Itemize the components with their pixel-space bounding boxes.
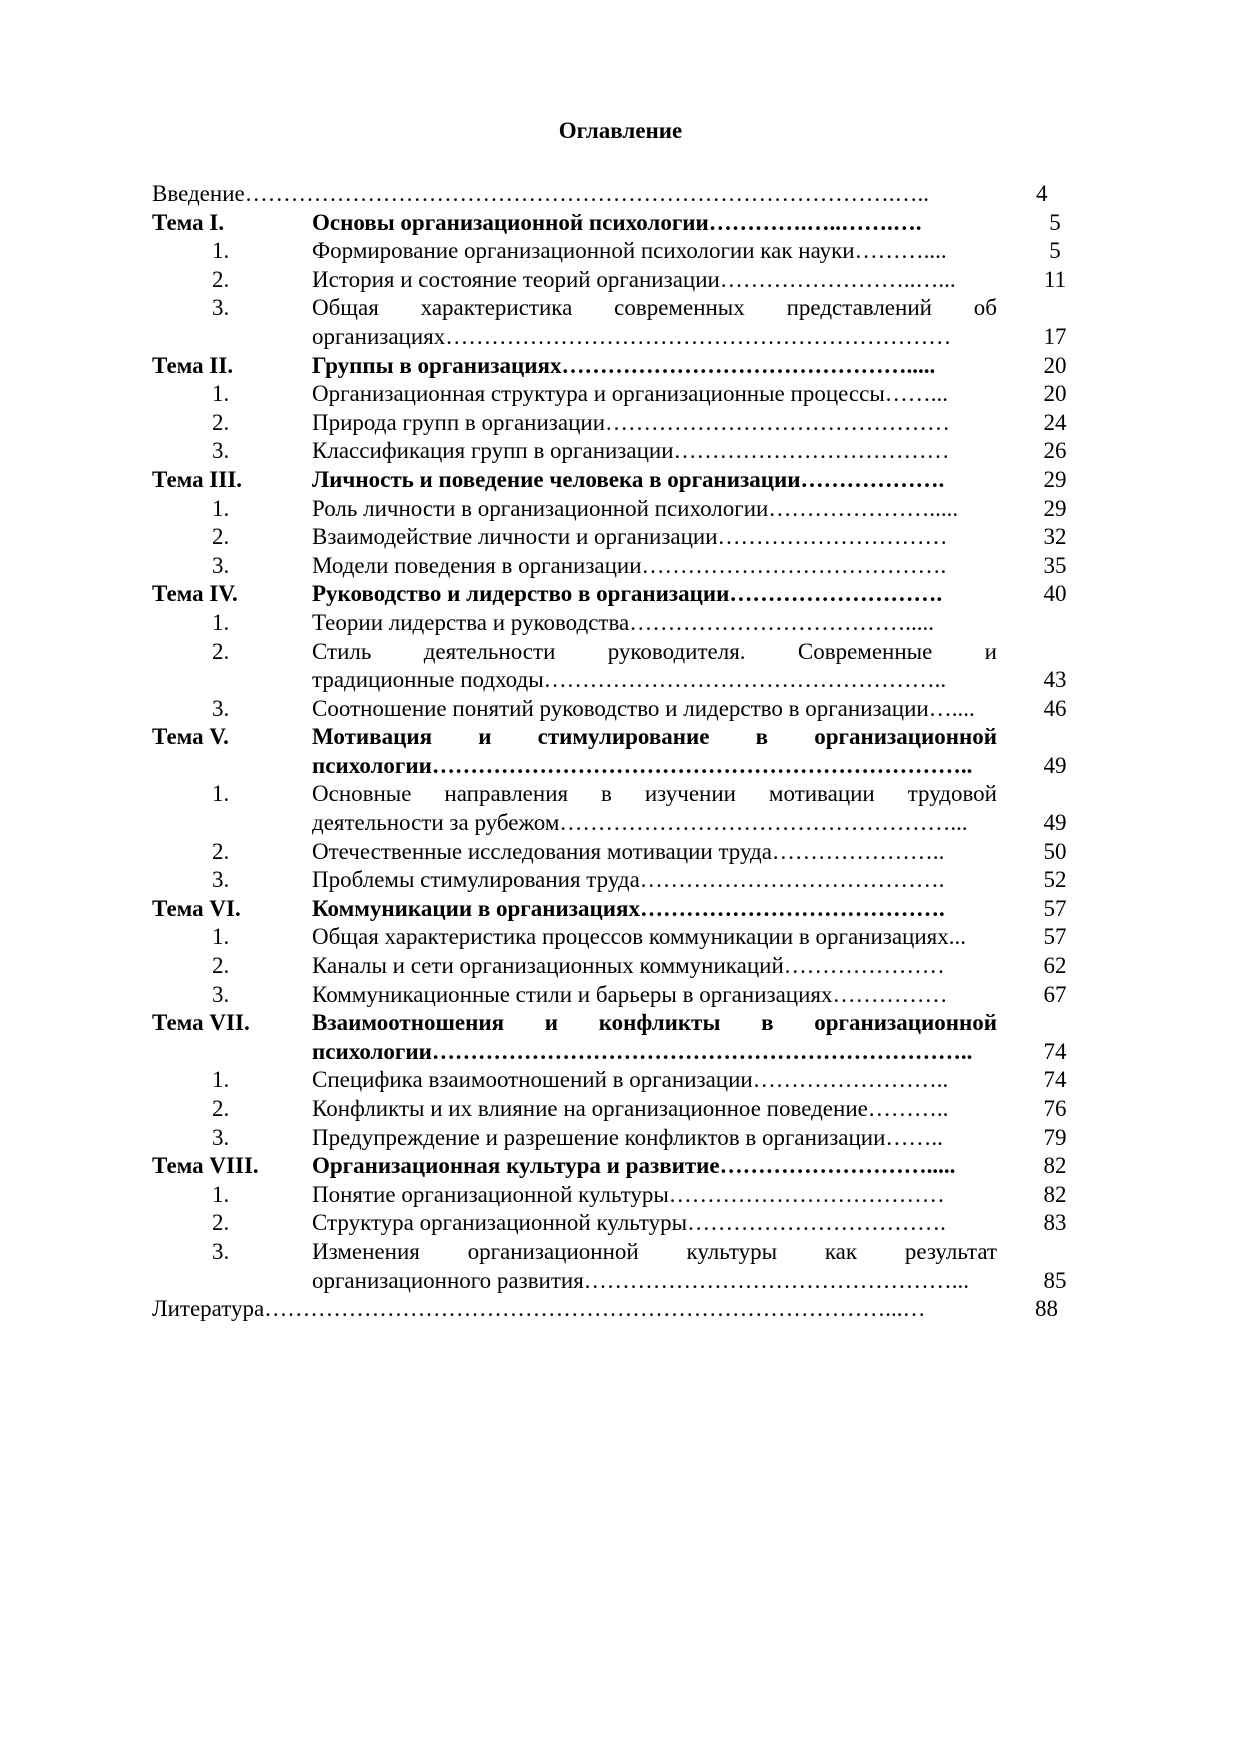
toc-item-number: 3. <box>212 295 230 321</box>
toc-item-number: 2. <box>212 266 230 292</box>
toc-item-title: Стиль деятельности руководителя. Современные и <box>312 638 997 664</box>
toc-item-title: Формирование организационной психологии как науки……….... <box>312 238 947 264</box>
toc-topic-label: Тема I. <box>152 209 225 235</box>
toc-item[interactable] <box>152 780 1082 809</box>
toc-page-number: 82 <box>1043 1153 1067 1179</box>
toc-item[interactable] <box>152 552 1082 581</box>
toc-item-title: Отечественные исследования мотивации труда………………….. <box>312 838 945 864</box>
toc-page-number: 20 <box>1043 352 1067 378</box>
toc-page-number: 11 <box>1043 266 1067 292</box>
toc-topic-label: Тема VII. <box>152 1010 250 1036</box>
toc-item-number: 3. <box>212 867 230 893</box>
toc-topic-title: психологии…………………………………………………………….. <box>312 1038 973 1064</box>
toc-topic-label: Тема III. <box>152 466 243 492</box>
toc-page-number: 67 <box>1043 981 1067 1007</box>
toc-page-number: 43 <box>1043 667 1067 693</box>
toc-page-number: 76 <box>1043 1096 1067 1121</box>
toc-item-title: История и состояние теорий организации……………………..…... <box>312 266 956 292</box>
toc-intro-text: Введение………………………………………………………………………….….. <box>152 181 929 206</box>
toc-item-title: Общая характеристика процессов коммуникации в организациях... <box>312 924 967 950</box>
toc-item-number: 2. <box>212 1096 230 1121</box>
toc-item[interactable] <box>152 923 1082 952</box>
toc-item[interactable] <box>152 952 1082 981</box>
toc-item[interactable] <box>152 981 1082 1010</box>
toc-topic-5[interactable] <box>152 723 1082 752</box>
toc-item-number: 2. <box>212 409 230 435</box>
toc-topic-title: Организационная культура и развитие………………………..... <box>312 1153 956 1179</box>
toc-item-number: 3. <box>212 695 230 721</box>
toc-item-title: деятельности за рубежом……………………………………………... <box>312 810 968 836</box>
toc-item[interactable] <box>152 409 1082 438</box>
toc-item-title: Основные направления в изучении мотивации трудовой <box>312 781 997 807</box>
toc-page-number <box>1028 609 1082 638</box>
toc-page-number: 62 <box>1043 953 1067 979</box>
toc-page-number: 26 <box>1043 438 1067 464</box>
toc-topic-6[interactable] <box>152 895 1082 924</box>
toc-page-number: 52 <box>1043 867 1067 893</box>
toc-page-number: 85 <box>1043 1267 1067 1293</box>
toc-item[interactable] <box>152 1181 1082 1210</box>
toc-page-number: 50 <box>1043 838 1067 864</box>
toc-item[interactable] <box>152 1238 1082 1267</box>
toc-item-number: 2. <box>212 838 230 864</box>
toc-topic-3[interactable] <box>152 466 1082 495</box>
toc-item-title: Соотношение понятий руководство и лидерство в организации….... <box>312 695 975 721</box>
toc-item-number: 1. <box>212 1181 230 1207</box>
toc-literature[interactable] <box>152 1295 1082 1324</box>
table-of-contents <box>152 180 1082 1324</box>
toc-topic-1[interactable] <box>152 209 1082 238</box>
toc-topic-label: Тема II. <box>152 352 234 378</box>
toc-item[interactable] <box>152 866 1082 895</box>
toc-item-title: Роль личности в организационной психологии…………………..... <box>312 495 959 521</box>
toc-topic-continuation[interactable] <box>152 1038 1082 1067</box>
toc-page-number: 49 <box>1043 752 1067 778</box>
toc-item-title: Каналы и сети организационных коммуникаций………………… <box>312 953 945 979</box>
toc-topic-2[interactable] <box>152 352 1082 381</box>
toc-topic-title: Группы в организациях………………………………………..... <box>312 352 936 378</box>
toc-topic-label: Тема VI. <box>152 895 241 921</box>
toc-item-number: 1. <box>212 924 230 950</box>
toc-topic-4[interactable] <box>152 580 1082 609</box>
toc-item-number: 1. <box>212 609 230 635</box>
toc-page-number: 29 <box>1043 466 1067 492</box>
toc-item-number: 3. <box>212 981 230 1007</box>
toc-item-number: 1. <box>212 238 230 264</box>
toc-page-number: 5 <box>1049 209 1061 235</box>
toc-item-number: 2. <box>212 1210 230 1236</box>
toc-topic-label: Тема VIII. <box>152 1153 259 1179</box>
toc-item-title: Структура организационной культуры……………………………. <box>312 1210 946 1236</box>
toc-item-number: 3. <box>212 1124 230 1150</box>
toc-item[interactable] <box>152 523 1082 552</box>
toc-item[interactable] <box>152 1209 1082 1238</box>
toc-page-number: 88 <box>1035 1296 1058 1322</box>
toc-item[interactable] <box>152 838 1082 867</box>
toc-item-number: 2. <box>212 638 230 664</box>
toc-page-number: 46 <box>1043 695 1067 721</box>
toc-page-number: 5 <box>1049 238 1061 264</box>
toc-item-title: Конфликты и их влияние на организационное поведение……….. <box>312 1096 949 1121</box>
toc-topic-title: Личность и поведение человека в организации………………. <box>312 466 945 492</box>
toc-page-number: 49 <box>1043 810 1067 836</box>
toc-page-number: 20 <box>1043 381 1067 407</box>
toc-item-continuation[interactable] <box>152 809 1082 838</box>
toc-item-number: 1. <box>212 495 230 521</box>
toc-item[interactable] <box>152 294 1082 323</box>
toc-topic-8[interactable] <box>152 1152 1082 1181</box>
toc-page-number: 79 <box>1043 1124 1067 1150</box>
toc-item-number: 2. <box>212 524 230 550</box>
toc-item[interactable] <box>152 266 1082 295</box>
toc-item-title: Проблемы стимулирования труда…………………………………. <box>312 867 945 893</box>
toc-topic-title: Мотивация и стимулирование в организационной <box>312 724 997 750</box>
toc-intro[interactable] <box>152 180 1082 209</box>
toc-item-title: Взаимодействие личности и организации………………………… <box>312 524 948 550</box>
toc-item[interactable] <box>152 1066 1082 1095</box>
toc-item-title: Классификация групп в организации……………………………… <box>312 438 950 464</box>
toc-page-number: 32 <box>1043 524 1067 550</box>
toc-page-number: 83 <box>1043 1210 1067 1236</box>
toc-page-number: 17 <box>1043 323 1067 349</box>
toc-item-title: Специфика взаимоотношений в организации…………………….. <box>312 1067 949 1093</box>
toc-item-continuation[interactable] <box>152 666 1082 695</box>
toc-item-number: 2. <box>212 953 230 979</box>
toc-topic-7[interactable] <box>152 1009 1082 1038</box>
toc-item-number: 3. <box>212 552 230 578</box>
toc-page-number: 35 <box>1043 552 1067 578</box>
toc-topic-title: Коммуникации в организациях…………………………………. <box>312 895 945 921</box>
toc-topic-title: Руководство и лидерство в организации………………………. <box>312 581 943 607</box>
toc-item[interactable] <box>152 1095 1082 1124</box>
toc-item[interactable] <box>152 1124 1082 1153</box>
toc-page-number: 29 <box>1043 495 1067 521</box>
toc-item[interactable] <box>152 437 1082 466</box>
toc-topic-label: Тема IV. <box>152 581 238 607</box>
toc-literature-text: Литература………………………………………………………………………...… <box>152 1296 926 1322</box>
toc-page-number: 74 <box>1043 1038 1067 1064</box>
toc-item-title: Изменения организационной культуры как результат <box>312 1238 997 1264</box>
toc-topic-continuation[interactable] <box>152 752 1082 781</box>
toc-item-number: 3. <box>212 1238 230 1264</box>
toc-topic-title: Взаимоотношения и конфликты в организационной <box>312 1010 997 1036</box>
toc-item-title: Предупреждение и разрешение конфликтов в организации…….. <box>312 1124 943 1150</box>
toc-item-number: 1. <box>212 781 230 807</box>
toc-page-number: 57 <box>1043 924 1067 950</box>
toc-item[interactable] <box>152 237 1082 266</box>
toc-page-number: 40 <box>1043 581 1067 607</box>
toc-item-number: 3. <box>212 438 230 464</box>
toc-item-title: Организационная структура и организационные процессы……... <box>312 381 949 407</box>
toc-item-number: 1. <box>212 1067 230 1093</box>
toc-item[interactable] <box>152 609 1082 638</box>
toc-page-number: 74 <box>1043 1067 1067 1093</box>
toc-item[interactable] <box>152 695 1082 724</box>
toc-item-title: Теории лидерства и руководства………………………………..... <box>312 609 934 635</box>
toc-item-continuation[interactable] <box>152 1267 1082 1296</box>
toc-topic-label: Тема V. <box>152 724 229 750</box>
toc-item-title: Общая характеристика современных представлений об <box>312 295 997 321</box>
toc-intro-page: 4 <box>1036 181 1048 206</box>
toc-topic-title: психологии…………………………………………………………….. <box>312 752 973 778</box>
toc-item-continuation[interactable] <box>152 323 1082 352</box>
toc-item[interactable] <box>152 495 1082 524</box>
toc-item-title: традиционные подходы…………………………………………….. <box>312 667 947 693</box>
toc-item-number: 1. <box>212 381 230 407</box>
toc-item[interactable] <box>152 380 1082 409</box>
toc-item-title: Понятие организационной культуры……………………………… <box>312 1181 945 1207</box>
toc-item-title: Модели поведения в организации…………………………………. <box>312 552 947 578</box>
toc-page-number: 57 <box>1043 895 1067 921</box>
toc-item-title: Коммуникационные стили и барьеры в организациях…………… <box>312 981 948 1007</box>
page-title: Оглавление <box>558 118 683 143</box>
toc-item-title: организациях………………………………………………………… <box>312 323 952 349</box>
toc-topic-title: Основы организационной психологии………….…..…….…. <box>312 209 922 235</box>
toc-item-title: Природа групп в организации……………………………………… <box>312 409 951 435</box>
toc-item[interactable] <box>152 638 1082 667</box>
toc-page-number: 24 <box>1043 409 1067 435</box>
toc-item-title: организационного развития…………………………………………... <box>312 1267 970 1293</box>
toc-page-number: 82 <box>1043 1181 1067 1207</box>
